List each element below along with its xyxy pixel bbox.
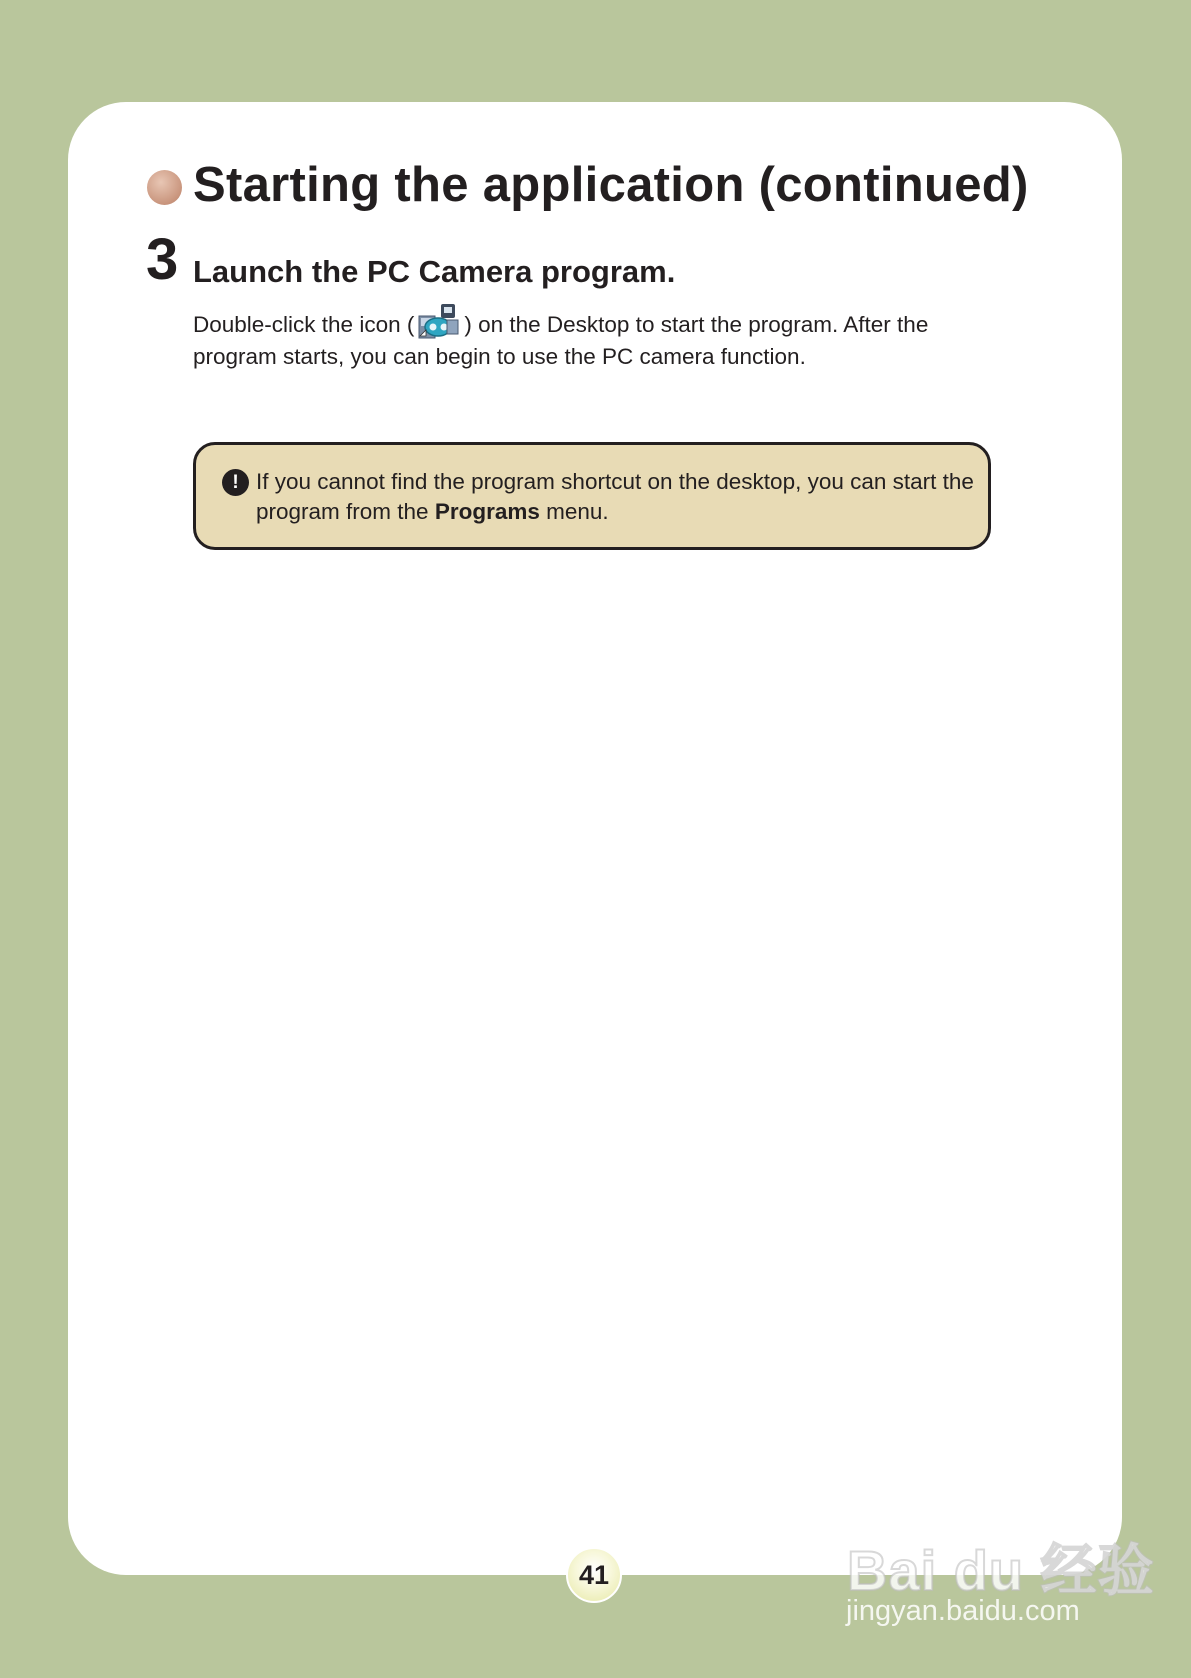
pc-camera-app-icon [417,302,461,342]
page-number: 41 [566,1547,622,1603]
step-text-after-icon: ) on the Desktop to start the program. After the program starts, you can begin to use the PC camera function. [193,312,929,369]
note-text [256,467,976,527]
baidu-watermark [842,1495,1155,1630]
note-text-before: If you cannot find the program shortcut on the desktop, you can start the program from the [256,469,974,524]
step-instructions [193,302,1013,371]
step-heading: Launch the PC Camera program. [193,254,676,289]
step-number: 3 [146,227,179,292]
note-text-after: menu. [539,499,609,524]
watermark-url: jingyan.baidu.com [846,1595,1080,1627]
note-callout [193,442,991,550]
programs-menu-label: Programs [434,499,540,524]
exclamation-icon: ! [222,469,249,496]
step-text-before-icon: Double-click the icon ( [193,312,415,337]
section-bullet-icon [147,170,182,205]
page-title: Starting the application (continued) [193,158,1029,212]
watermark-logo-text: Bai du 经验 [847,1539,1155,1602]
